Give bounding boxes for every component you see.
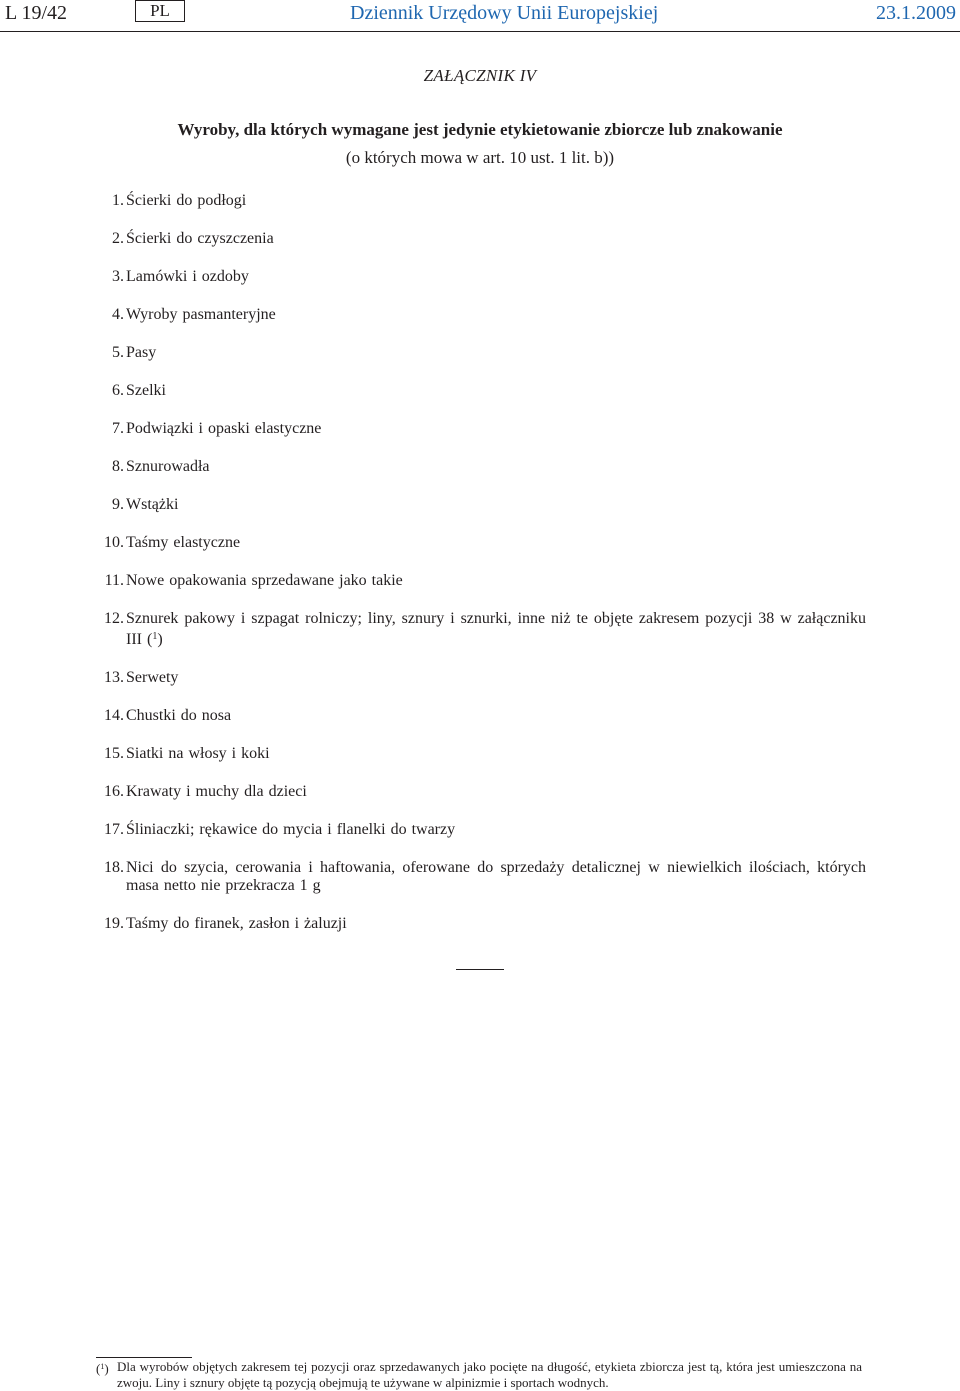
item-number: 14.	[104, 707, 124, 724]
item-text: Szelki	[126, 382, 166, 399]
product-list	[96, 192, 866, 953]
item-number: 10.	[104, 534, 124, 551]
annex-title: Wyroby, dla których wymagane jest jedynie etykietowanie zbiorcze lub znakowanie	[177, 120, 783, 139]
item-number: 6.	[112, 382, 124, 399]
item-number: 11.	[104, 572, 124, 589]
list-item	[96, 572, 866, 590]
item-text: Nowe opakowania sprzedawane jako takie	[126, 572, 403, 589]
item-number: 2.	[112, 230, 124, 247]
item-text: Chustki do nosa	[126, 707, 232, 724]
item-text: Ścierki do podłogi	[126, 192, 247, 209]
page-reference: L 19/42	[5, 2, 68, 24]
list-item	[96, 230, 866, 248]
item-text: Śliniaczki; rękawice do mycia i flanelki do twarzy	[126, 821, 456, 838]
item-number: 7.	[112, 420, 124, 437]
page-header	[0, 0, 960, 32]
item-number: 1.	[112, 192, 124, 209]
item-number: 4.	[112, 306, 124, 323]
item-text: Taśmy elastyczne	[126, 534, 241, 551]
item-number: 17.	[104, 821, 124, 838]
item-number: 16.	[104, 783, 124, 800]
footnote-marker: ($^1$)	[96, 1361, 109, 1376]
item-number: 5.	[112, 344, 124, 361]
item-number: 13.	[104, 669, 124, 686]
item-number: 18.	[104, 859, 124, 876]
list-item	[96, 745, 866, 763]
item-number: 12.	[104, 610, 124, 627]
item-text: Siatki na włosy i koki	[126, 745, 270, 762]
footnote	[96, 1359, 862, 1391]
list-item	[96, 669, 866, 687]
item-text: Serwety	[126, 669, 179, 686]
item-text: Podwiązki i opaski elastyczne	[126, 420, 322, 437]
item-text: Taśmy do firanek, zasłon i żaluzji	[126, 915, 347, 932]
list-item	[96, 192, 866, 210]
item-text: Sznurowadła	[126, 458, 210, 475]
item-text: Wstążki	[126, 496, 179, 513]
list-item	[96, 306, 866, 324]
list-item	[96, 382, 866, 400]
item-number: 3.	[112, 268, 124, 285]
header-divider	[0, 31, 960, 32]
list-item	[96, 496, 866, 514]
publication-date: 23.1.2009	[876, 2, 956, 24]
list-item	[96, 610, 866, 649]
end-divider	[456, 969, 504, 970]
journal-title: Dziennik Urzędowy Unii Europejskiej	[350, 2, 659, 24]
item-text: Sznurek pakowy i szpagat rolniczy; liny, sznury i sznurki, inne niż te objęte zakresem pozycji 38 w załączniku III ($^1$)	[126, 610, 866, 648]
list-item	[96, 344, 866, 362]
list-item	[96, 707, 866, 725]
footnote-text: Dla wyrobów objętych zakresem tej pozycji oraz sprzedawanych jako pocięte na długość, etykieta zbiorcza jest tą, która jest umieszczona na zwoju. Liny i sznury objęte tą pozycją obejmują te używane w alpinizmie i sportach wodnych.	[117, 1359, 862, 1390]
item-number: 8.	[112, 458, 124, 475]
list-item	[96, 534, 866, 552]
footnote-divider	[96, 1357, 192, 1358]
annex-subtitle: (o których mowa w art. 10 ust. 1 lit. b))	[345, 148, 615, 167]
language-badge: PL	[135, 0, 185, 22]
item-number: 9.	[112, 496, 124, 513]
item-text: Wyroby pasmanteryjne	[126, 306, 276, 323]
list-item	[96, 420, 866, 438]
list-item	[96, 821, 866, 839]
list-item	[96, 915, 866, 933]
footnote-reference: 1	[152, 631, 158, 642]
item-text: Krawaty i muchy dla dzieci	[126, 783, 307, 800]
list-item	[96, 268, 866, 286]
annex-label: ZAŁĄCZNIK IV	[423, 66, 537, 85]
item-number: 15.	[104, 745, 124, 762]
item-text: Lamówki i ozdoby	[126, 268, 249, 285]
list-item	[96, 458, 866, 476]
item-text: Ścierki do czyszczenia	[126, 230, 274, 247]
item-text: Pasy	[126, 344, 157, 361]
item-number: 19.	[104, 915, 124, 932]
item-text: Nici do szycia, cerowania i haftowania, oferowane do sprzedaży detalicznej w niewielkich ilościach, których masa netto nie przekracza 1 g	[126, 859, 866, 894]
list-item	[96, 783, 866, 801]
list-item	[96, 859, 866, 895]
